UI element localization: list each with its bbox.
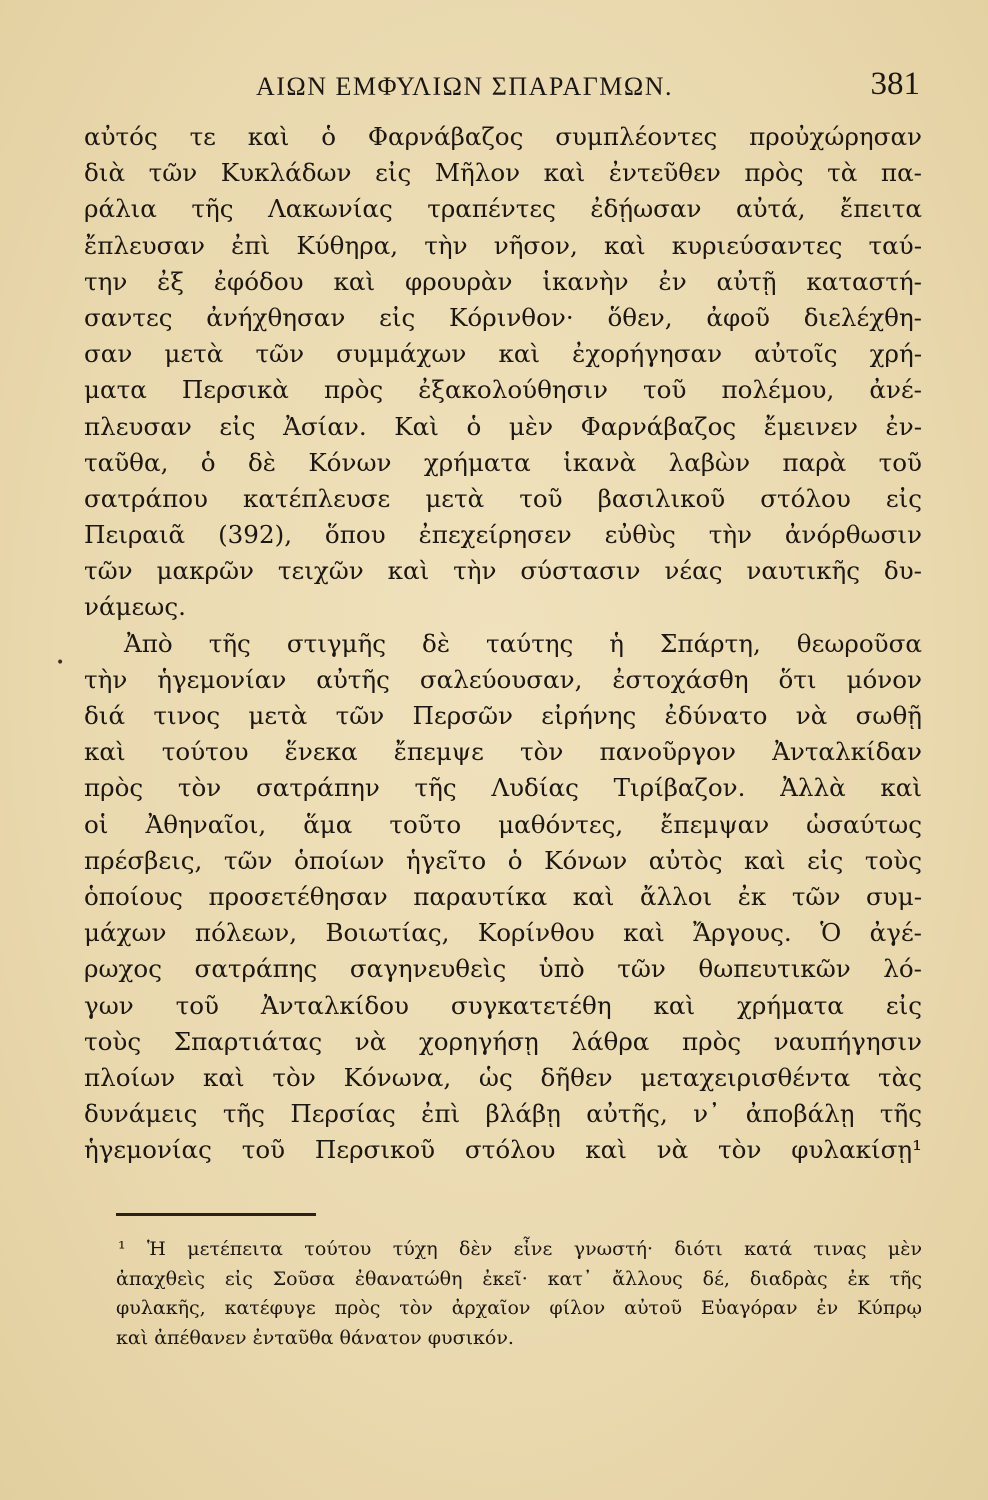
text-line: πλευσαν εἰς Ἀσίαν. Καὶ ὁ μὲν Φαρνάβαζος ἔμεινεν ἐν- <box>84 411 922 441</box>
text-line: γων τοῦ Ἀνταλκίδου συγκατετέθη καὶ χρήματα εἰς <box>84 990 922 1020</box>
text-line: τὴν ἡγεμονίαν αὐτῆς σαλεύουσαν, ἐστοχάσθη ὅτι μόνον <box>84 664 922 694</box>
text-line: οἱ Ἀθηναῖοι, ἅμα τοῦτο μαθόντες, ἔπεμψαν ὡσαύτως <box>84 809 922 839</box>
body-text <box>84 119 922 1168</box>
text-line: δυνάμεις τῆς Περσίας ἐπὶ βλάβῃ αὐτῆς, ν᾽ ἀποβάλῃ τῆς <box>84 1099 922 1129</box>
text-line: τοὺς Σπαρτιάτας νὰ χορηγήσῃ λάθρα πρὸς ναυπήγησιν <box>84 1026 922 1056</box>
running-title: ΑΙΩΝ ΕΜΦΥΛΙΩΝ ΣΠΑΡΑΓΜΩΝ. <box>256 72 674 101</box>
text-line: νάμεως. <box>84 592 186 622</box>
text-line: Πειραιᾶ (392), ὅπου ἐπεχείρησεν εὐθὺς τὴν ἀνόρθωσιν <box>84 520 922 550</box>
text-line: διά τινος μετὰ τῶν Περσῶν εἰρήνης ἐδύνατο νὰ σωθῇ <box>84 701 922 730</box>
text-line: ἡγεμονίας τοῦ Περσικοῦ στόλου καὶ νὰ τὸν φυλακίσῃ¹ <box>84 1135 922 1165</box>
page-number: 381 <box>870 66 920 102</box>
text-line: πρὸς τὸν σατράπην τῆς Λυδίας Τιρίβαζον. Ἀλλὰ καὶ <box>84 773 922 803</box>
text-line: ταῦθα, ὁ δὲ Κόνων χρήματα ἱκανὰ λαβὼν παρὰ τοῦ <box>84 447 922 477</box>
text-line: αὐτός τε καὶ ὁ Φαρνάβαζος συμπλέοντες προὐχώρησαν <box>84 122 922 151</box>
text-line: μάχων πόλεων, Βοιωτίας, Κορίνθου καὶ Ἄργους. Ὁ ἀγέ- <box>84 918 922 948</box>
footnote-line: φυλακῆς, κατέφυγε πρὸς τὸν ἀρχαῖον φίλον αὐτοῦ Εὐαγόραν ἐν Κύπρῳ <box>116 1297 922 1319</box>
text-line: καὶ τούτου ἕνεκα ἔπεμψε τὸν πανοῦργον Ἀνταλκίδαν <box>84 737 922 767</box>
footnote-rule <box>116 1213 316 1216</box>
text-line: πρέσβεις, τῶν ὁποίων ἡγεῖτο ὁ Κόνων αὐτὸς καὶ εἰς τοὺς <box>84 845 922 875</box>
text-line: ματα Περσικὰ πρὸς ἐξακολούθησιν τοῦ πολέμου, ἀνέ- <box>84 375 922 405</box>
text-line: σαντες ἀνήχθησαν εἰς Κόρινθον· ὅθεν, ἀφοῦ διελέχθη- <box>84 302 922 332</box>
text-line: ρωχος σατράπης σαγηνευθεὶς ὑπὸ τῶν θωπευτικῶν λό- <box>84 954 922 984</box>
text-line: τῶν μακρῶν τειχῶν καὶ τὴν σύστασιν νέας ναυτικῆς δυ- <box>84 556 922 586</box>
text-line: σαν μετὰ τῶν συμμάχων καὶ ἐχορήγησαν αὐτοῖς χρή- <box>84 339 922 369</box>
text-line: διὰ τῶν Κυκλάδων εἰς Μῆλον καὶ ἐντεῦθεν πρὸς τὰ πα- <box>84 158 922 188</box>
page-header <box>84 66 920 110</box>
paragraph-start-line: Ἀπὸ τῆς στιγμῆς δὲ ταύτης ἡ Σπάρτη, θεωροῦσα <box>124 628 922 658</box>
text-line: ὁποίους προσετέθησαν παραυτίκα καὶ ἄλλοι ἐκ τῶν συμ- <box>84 881 922 911</box>
margin-dot: • <box>56 655 65 671</box>
text-line: πλοίων καὶ τὸν Κόνωνα, ὡς δῆθεν μεταχειρισθέντα τὰς <box>84 1062 922 1092</box>
footnote-line: ¹ Ἡ μετέπειτα τούτου τύχη δὲν εἶνε γνωστή· διότι κατά τινας μὲν <box>118 1238 922 1260</box>
text-line: την ἐξ ἐφόδου καὶ φρουρὰν ἱκανὴν ἐν αὐτῇ καταστή- <box>84 266 922 296</box>
text-line: ράλια τῆς Λακωνίας τραπέντες ἐδῄωσαν αὐτά, ἔπειτα <box>84 194 922 224</box>
footnote-line: ἀπαχθεὶς εἰς Σοῦσα ἐθανατώθη ἐκεῖ· κατ᾽ ἄλλους δέ, διαδρὰς ἐκ τῆς <box>116 1267 922 1290</box>
footnote <box>116 1235 922 1353</box>
text-line: σατράπου κατέπλευσε μετὰ τοῦ βασιλικοῦ στόλου εἰς <box>84 483 922 513</box>
text-line: ἔπλευσαν ἐπὶ Κύθηρα, τὴν νῆσον, καὶ κυριεύσαντες ταύ- <box>84 230 922 260</box>
footnote-line: καὶ ἀπέθανεν ἐνταῦθα θάνατον φυσικόν. <box>116 1326 514 1349</box>
